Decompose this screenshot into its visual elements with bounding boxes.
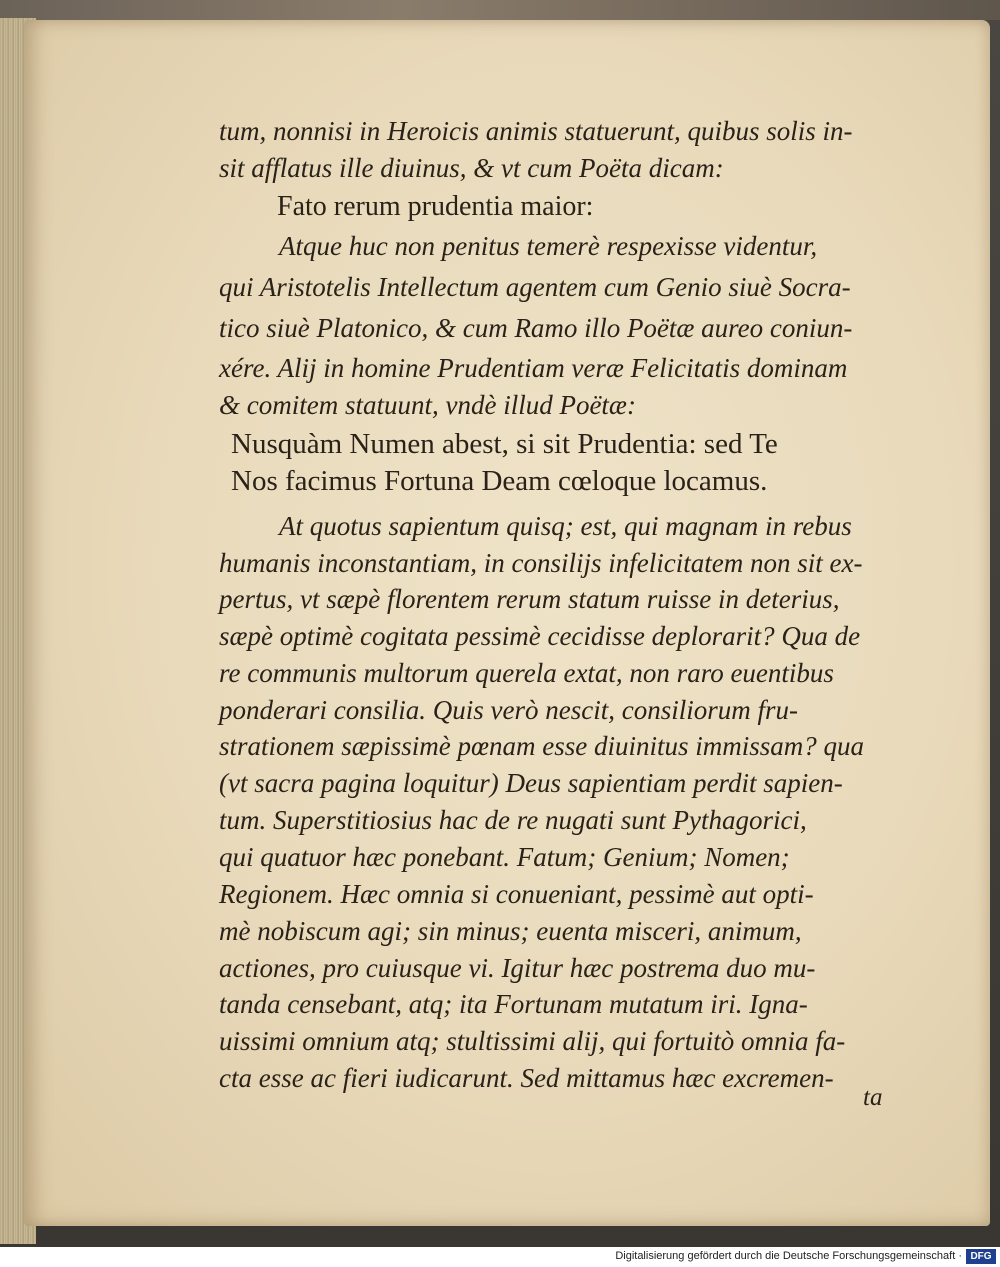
text-line: & comitem statuunt, vndè illud Poëtæ: <box>219 390 636 420</box>
text-line: tum. Superstitiosius hac de re nugati sunt Pythagorici, <box>219 805 807 835</box>
text-line: uissimi omnium atq; stultissimi alij, qui fortuitò omnia fa- <box>219 1026 846 1056</box>
text-line: qui quatuor hæc ponebant. Fatum; Genium; Nomen; <box>219 842 790 872</box>
footer-bar <box>0 1247 1000 1267</box>
text-line: strationem sæpissimè pœnam esse diuinitus immissam? qua <box>219 731 865 761</box>
text-line: tum, nonnisi in Heroicis animis statuerunt, quibus solis in- <box>219 116 853 146</box>
text-line: tico siuè Platonico, & cum Ramo illo Poëtæ aureo coniun- <box>219 313 853 343</box>
book-page <box>24 20 990 1226</box>
verse-quote: Nos facimus Fortuna Deam cœloque locamus. <box>231 465 768 497</box>
text-line: Atque huc non penitus temerè respexisse videntur, <box>279 231 818 261</box>
text-line: humanis inconstantiam, in consilijs infelicitatem non sit ex- <box>219 548 863 578</box>
text-line: sæpè optimè cogitata pessimè cecidisse deplorarit? Qua de <box>219 621 861 651</box>
text-line: actiones, pro cuiusque vi. Igitur hæc postrema duo mu- <box>219 953 816 983</box>
book-edge <box>0 0 1000 20</box>
text-line: qui Aristotelis Intellectum agentem cum Genio siuè Socra- <box>219 272 851 302</box>
text-line: cta esse ac fieri iudicarunt. Sed mittamus hæc excremen- <box>219 1063 834 1093</box>
text-line: xére. Alij in homine Prudentiam veræ Felicitatis dominam <box>219 353 848 383</box>
text-line: At quotus sapientum quisq; est, qui magnam in rebus <box>279 511 852 541</box>
text-line: ponderari consilia. Quis verò nescit, consiliorum fru- <box>219 695 798 725</box>
dfg-logo: DFG <box>966 1249 996 1264</box>
verse-quote: Fato rerum prudentia maior: <box>277 191 594 222</box>
text-line: tanda censebant, atq; ita Fortunam mutatum iri. Igna- <box>219 989 808 1019</box>
funding-notice: Digitalisierung gefördert durch die Deutsche Forschungsgemeinschaft · <box>615 1250 962 1262</box>
text-line: (vt sacra pagina loquitur) Deus sapientiam perdit sapien- <box>219 768 843 798</box>
text-line: sit afflatus ille diuinus, & vt cum Poëta dicam: <box>219 153 724 183</box>
text-line: Regionem. Hæc omnia si conueniant, pessimè aut opti- <box>219 879 814 909</box>
text-line: pertus, vt sæpè florentem rerum statum ruisse in deterius, <box>219 584 840 614</box>
text-line: re communis multorum querela extat, non raro euentibus <box>219 658 834 688</box>
catchword: ta <box>863 1084 883 1111</box>
verse-quote: Nusquàm Numen abest, si sit Prudentia: sed Te <box>231 428 778 460</box>
text-line: mè nobiscum agi; sin minus; euenta misceri, animum, <box>219 916 802 946</box>
